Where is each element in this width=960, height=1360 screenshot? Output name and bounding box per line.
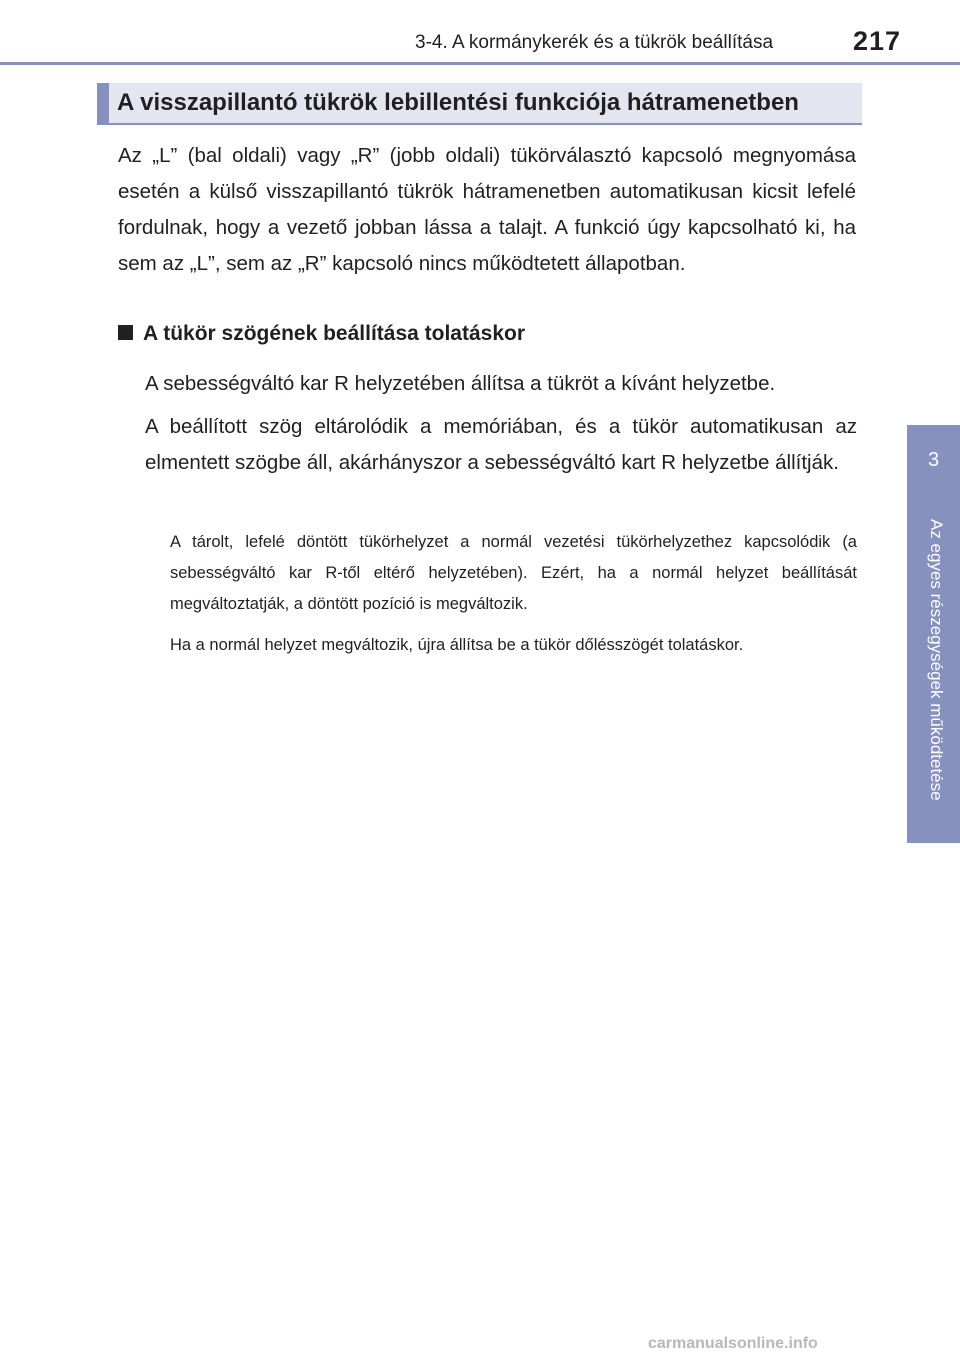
section-header (97, 83, 862, 125)
header-divider (0, 62, 960, 65)
note-paragraph-2: Ha a normál helyzet megváltozik, újra állítsa be a tükör dőlésszögét tolatáskor. (170, 636, 744, 654)
subsection-heading (118, 322, 525, 346)
square-bullet-icon (118, 325, 133, 340)
page-number: 217 (853, 26, 902, 56)
watermark: carmanualsonline.info (648, 1335, 818, 1352)
section-title: A visszapillantó tükrök lebillentési funkciója hátramenetben (117, 89, 799, 116)
side-tab-number: 3 (927, 449, 940, 471)
intro-paragraph: Az „L” (bal oldali) vagy „R” (jobb oldali) tükörválasztó kapcsoló megnyomása esetén a külső visszapillantó tükrök hátramenetben automatikusan kicsit lefelé fordulnak, hogy a vezető jobban lássa a talajt. A funkció úgy kapcsolható ki, ha sem az „L”, sem az „R” kapcsoló nincs működtetett állapotban. (118, 144, 856, 275)
note-paragraph-1: A tárolt, lefelé döntött tükörhelyzet a normál vezetési tükörhelyzethez kapcsolódik (a sebességváltó kar R-től eltérő helyzetében). Ezért, ha a normál helyzet beállítását megváltoztatják, a döntött pozíció is megváltozik. (170, 533, 857, 613)
side-tab-label: Az egyes részegységek működtetése (927, 519, 946, 801)
subsection-heading-text: A tükör szögének beállítása tolatáskor (143, 322, 526, 345)
chapter-side-tab[interactable] (907, 425, 960, 843)
body-paragraph-2: A beállított szög eltárolódik a memóriában, és a tükör automatikusan az elmentett szögbe áll, akárhányszor a sebességváltó kart R helyzetbe állítják. (145, 415, 857, 474)
body-paragraph-1: A sebességváltó kar R helyzetében állítsa a tükröt a kívánt helyzetbe. (145, 372, 776, 395)
chapter-title: 3-4. A kormánykerék és a tükrök beállítása (415, 32, 774, 53)
